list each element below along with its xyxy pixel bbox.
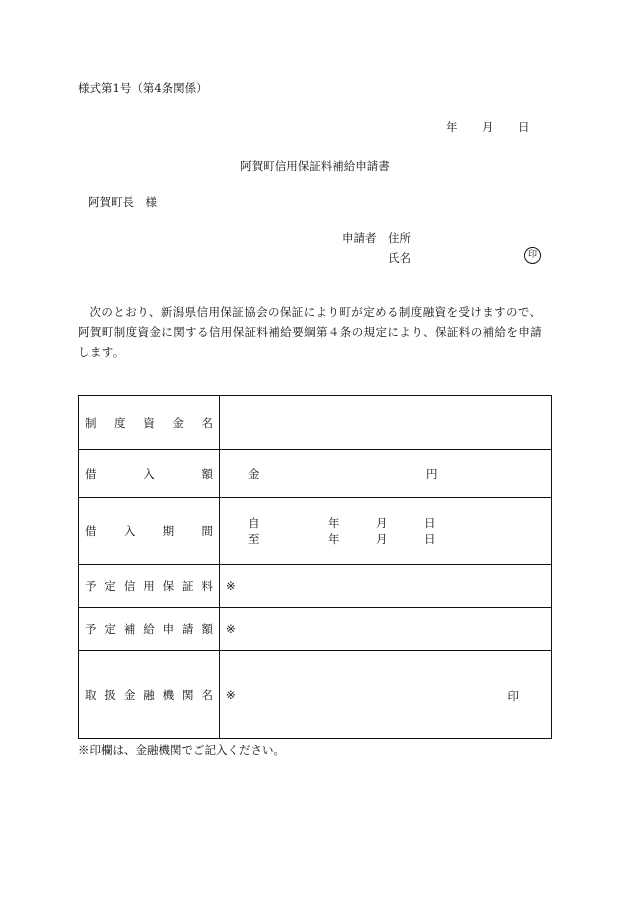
label-char: 額: [201, 622, 213, 636]
label-cell: [79, 498, 220, 565]
period-from-prefix: 自: [248, 516, 260, 530]
table-row-fund-name: [79, 396, 552, 450]
label-char: 名: [201, 415, 213, 430]
table-row-borrow-amount: [79, 450, 552, 498]
label-char: 証: [182, 579, 194, 593]
address-label: 住所: [388, 231, 411, 245]
recipient: 阿賀町長 様: [88, 195, 157, 209]
label-char: 料: [201, 579, 213, 593]
label-subsidy-amount: [79, 621, 219, 637]
name-label: 氏名: [388, 251, 411, 265]
period-to-prefix: 至: [248, 532, 260, 546]
date-month: 月: [482, 120, 494, 134]
label-char: 扱: [104, 687, 116, 702]
label-cell: [79, 450, 220, 498]
financial-institution-field[interactable]: [220, 651, 552, 739]
table-row-subsidy-amount: [79, 608, 552, 651]
document-title: 阿賀町信用保証料補給申請書: [240, 159, 390, 173]
label-char: 取: [85, 687, 97, 702]
table-row-borrow-period: [79, 498, 552, 565]
label-cell: [79, 651, 220, 739]
label-guarantee-fee: [79, 578, 219, 594]
subsidy-amount-field[interactable]: [220, 608, 552, 651]
borrow-period-field[interactable]: [220, 498, 552, 565]
label-char: 額: [201, 466, 213, 481]
label-fund-name: [79, 415, 219, 431]
label-char: 機: [162, 687, 175, 702]
period-from-year: 年: [328, 516, 340, 530]
label-char: 請: [182, 622, 194, 636]
label-char: 融: [143, 687, 155, 702]
form-number: 様式第1号（第4条関係）: [78, 81, 208, 95]
label-char: 期: [162, 524, 175, 538]
label-char: 定: [104, 622, 116, 636]
label-char: 入: [123, 524, 136, 538]
table-row-financial-institution: [79, 651, 552, 739]
label-char: 金: [123, 687, 136, 702]
guarantee-fee-field[interactable]: [220, 565, 552, 608]
note-mark: ※: [226, 579, 236, 593]
label-char: 度: [114, 415, 126, 430]
label-char: 信: [123, 579, 136, 593]
institution-seal: 印: [507, 688, 519, 703]
label-char: 借: [85, 466, 97, 481]
label-char: 用: [143, 579, 155, 593]
applicant-label: 申請者: [342, 231, 377, 245]
label-char: 保: [162, 579, 175, 593]
body-text: 次のとおり、新潟県信用保証協会の保証により町が定める制度融資を受けますので、阿賀町制度資金に関する信用保証料補給要綱第４条の規定により、保証料の補給を申請します。: [78, 305, 543, 359]
amount-prefix: 金: [248, 466, 260, 481]
label-char: 制: [85, 415, 97, 430]
period-to-month: 月: [376, 532, 388, 546]
period-from-day: 日: [424, 516, 436, 530]
label-char: 資: [143, 415, 155, 430]
date-day: 日: [518, 120, 530, 134]
note-mark: ※: [226, 687, 236, 702]
label-char: 金: [172, 415, 184, 430]
label-cell: [79, 608, 220, 651]
label-char: 予: [85, 622, 97, 636]
footnote: ※印欄は、金融機関でご記入ください。: [78, 743, 285, 757]
fund-name-field[interactable]: [220, 396, 552, 450]
table-row-guarantee-fee: [79, 565, 552, 608]
label-cell: [79, 396, 220, 450]
period-to: [248, 531, 551, 547]
period-from: [248, 515, 551, 531]
period-from-month: 月: [376, 516, 388, 530]
application-table: [78, 395, 552, 739]
label-char: 間: [201, 524, 213, 538]
label-borrow-amount: [79, 466, 219, 482]
label-char: 補: [123, 622, 136, 636]
date-line: [446, 119, 530, 135]
label-char: 借: [85, 524, 97, 538]
borrow-amount-field[interactable]: [220, 450, 552, 498]
label-char: 入: [143, 466, 155, 481]
label-borrow-period: [79, 523, 219, 539]
period-to-year: 年: [328, 532, 340, 546]
label-cell: [79, 565, 220, 608]
date-year: 年: [446, 120, 458, 134]
label-char: 関: [182, 687, 194, 702]
label-char: 名: [201, 687, 213, 702]
label-char: 定: [104, 579, 116, 593]
amount-suffix: 円: [426, 466, 438, 481]
label-financial-institution: [79, 687, 219, 703]
label-char: 申: [162, 622, 175, 636]
note-mark: ※: [226, 622, 236, 636]
period-to-day: 日: [424, 532, 436, 546]
label-char: 給: [143, 622, 155, 636]
seal-mark: 印: [524, 247, 541, 264]
label-char: 予: [85, 579, 97, 593]
